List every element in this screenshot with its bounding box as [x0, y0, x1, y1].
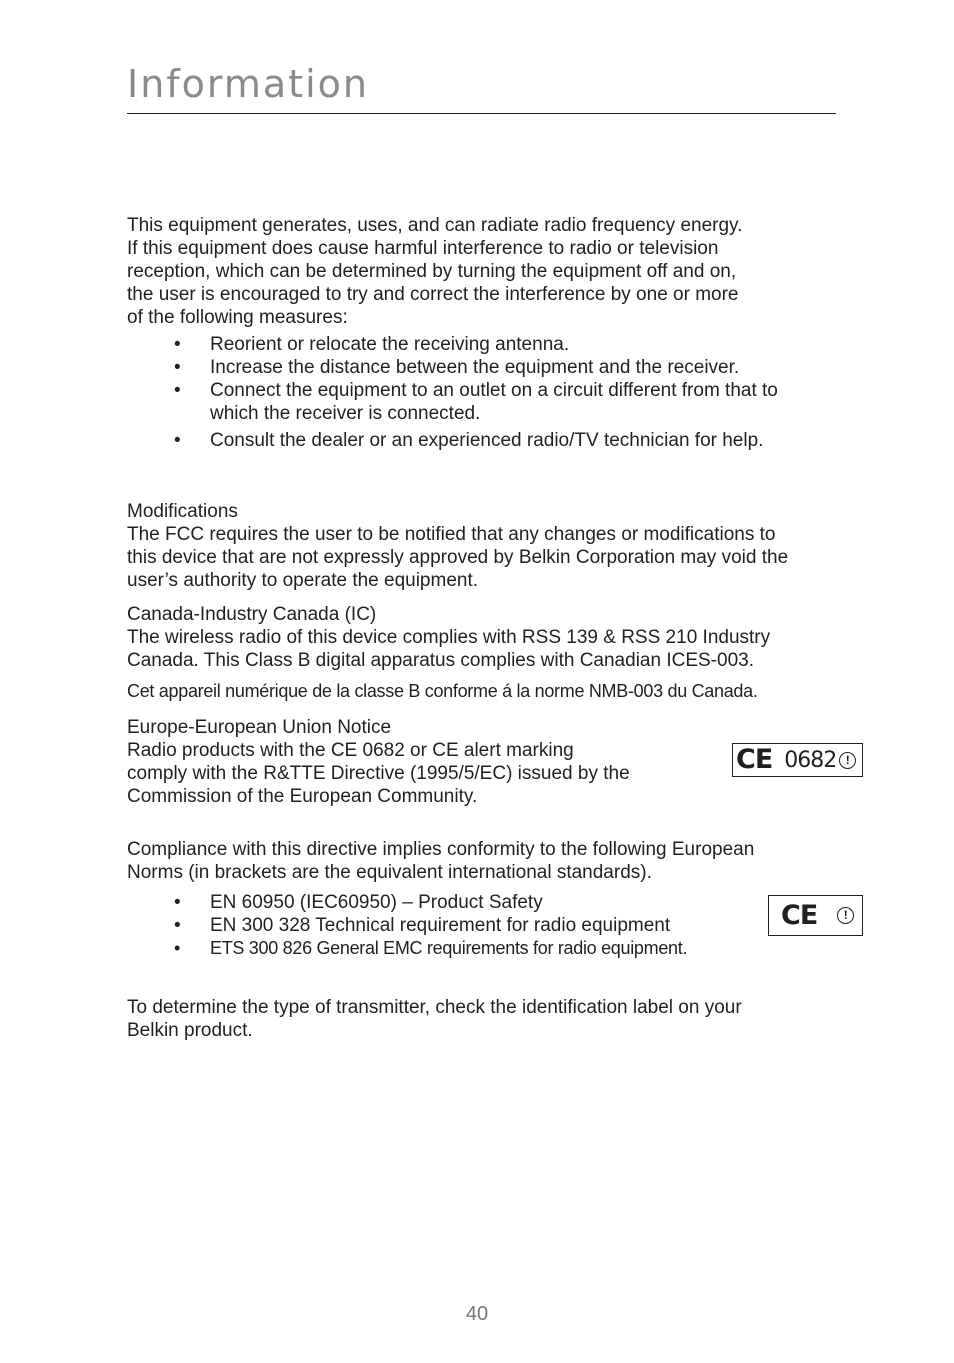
alert-icon: !	[837, 907, 854, 924]
list-item-text: Connect the equipment to an outlet on a circuit different from that to	[210, 380, 778, 401]
canada-section	[127, 603, 770, 703]
list-item-text: Increase the distance between the equipment and the receiver.	[210, 357, 740, 378]
list-item	[127, 429, 778, 452]
section-line: user’s authority to operate the equipment.	[127, 570, 479, 591]
section-line: Belkin product.	[127, 1020, 253, 1041]
section-line: Compliance with this directive implies conformity to the following European	[127, 839, 755, 860]
list-item-text: EN 60950 (IEC60950) – Product Safety	[210, 892, 543, 913]
list-item	[127, 333, 778, 356]
ce-alert-mark	[768, 895, 863, 936]
bullet-icon: •	[174, 915, 181, 936]
list-item-text: which the receiver is connected.	[210, 403, 481, 424]
norms-list	[127, 891, 687, 960]
section-line: Norms (in brackets are the equivalent international standards).	[127, 862, 652, 883]
section-heading: Modifications	[127, 501, 238, 522]
intro-paragraph	[127, 214, 742, 329]
section-line: Canada. This Class B digital apparatus complies with Canadian ICES-003.	[127, 650, 754, 671]
section-line: comply with the R&TTE Directive (1995/5/EC) issued by the	[127, 763, 630, 784]
section-line: Radio products with the CE 0682 or CE alert marking	[127, 740, 574, 761]
intro-line: If this equipment does cause harmful interference to radio or television	[127, 238, 719, 259]
section-heading: Europe-European Union Notice	[127, 717, 392, 738]
section-line: this device that are not expressly approved by Belkin Corporation may void the	[127, 547, 789, 568]
europe-section	[127, 716, 630, 808]
bullet-icon: •	[174, 334, 181, 355]
ce-logo: CE	[736, 744, 773, 775]
bullet-icon: •	[174, 938, 181, 958]
list-item-text: EN 300 328 Technical requirement for radio equipment	[210, 915, 671, 936]
bullet-icon: •	[174, 892, 181, 913]
modifications-section	[127, 500, 788, 592]
measures-list	[127, 333, 778, 452]
section-line: The FCC requires the user to be notified that any changes or modifications to	[127, 524, 776, 545]
list-item	[127, 914, 687, 937]
section-line: To determine the type of transmitter, check the identification label on your	[127, 997, 742, 1018]
ce-0682-mark	[732, 743, 863, 777]
intro-line: of the following measures:	[127, 307, 348, 328]
list-item-text: Consult the dealer or an experienced radio/TV technician for help.	[210, 430, 764, 451]
list-item	[127, 891, 687, 914]
list-item	[127, 937, 687, 960]
bullet-icon: •	[174, 357, 181, 378]
section-heading: Canada-Industry Canada (IC)	[127, 604, 377, 625]
closing-paragraph	[127, 996, 742, 1042]
intro-line: reception, which can be determined by turning the equipment off and on,	[127, 261, 737, 282]
intro-line: the user is encouraged to try and correct the interference by one or more	[127, 284, 739, 305]
bullet-icon: •	[174, 380, 181, 401]
section-line: Commission of the European Community.	[127, 786, 478, 807]
section-line: The wireless radio of this device complies with RSS 139 & RSS 210 Industry	[127, 627, 771, 648]
intro-line: This equipment generates, uses, and can radiate radio frequency energy.	[127, 215, 743, 236]
list-item-text: ETS 300 826 General EMC requirements for radio equipment.	[210, 938, 688, 958]
ce-notified-body-number: 0682	[784, 747, 837, 773]
ce-logo: CE	[781, 900, 818, 931]
page-number: 40	[465, 1303, 489, 1325]
list-item-text: Reorient or relocate the receiving antenna.	[210, 334, 570, 355]
french-notice: Cet appareil numérique de la classe B conforme á la norme NMB-003 du Canada.	[127, 681, 758, 701]
bullet-icon: •	[174, 430, 181, 451]
alert-icon: !	[839, 752, 856, 769]
list-item	[127, 379, 778, 425]
page-title: Information	[127, 62, 369, 106]
title-rule	[127, 113, 836, 114]
compliance-paragraph	[127, 838, 754, 884]
list-item	[127, 356, 778, 379]
